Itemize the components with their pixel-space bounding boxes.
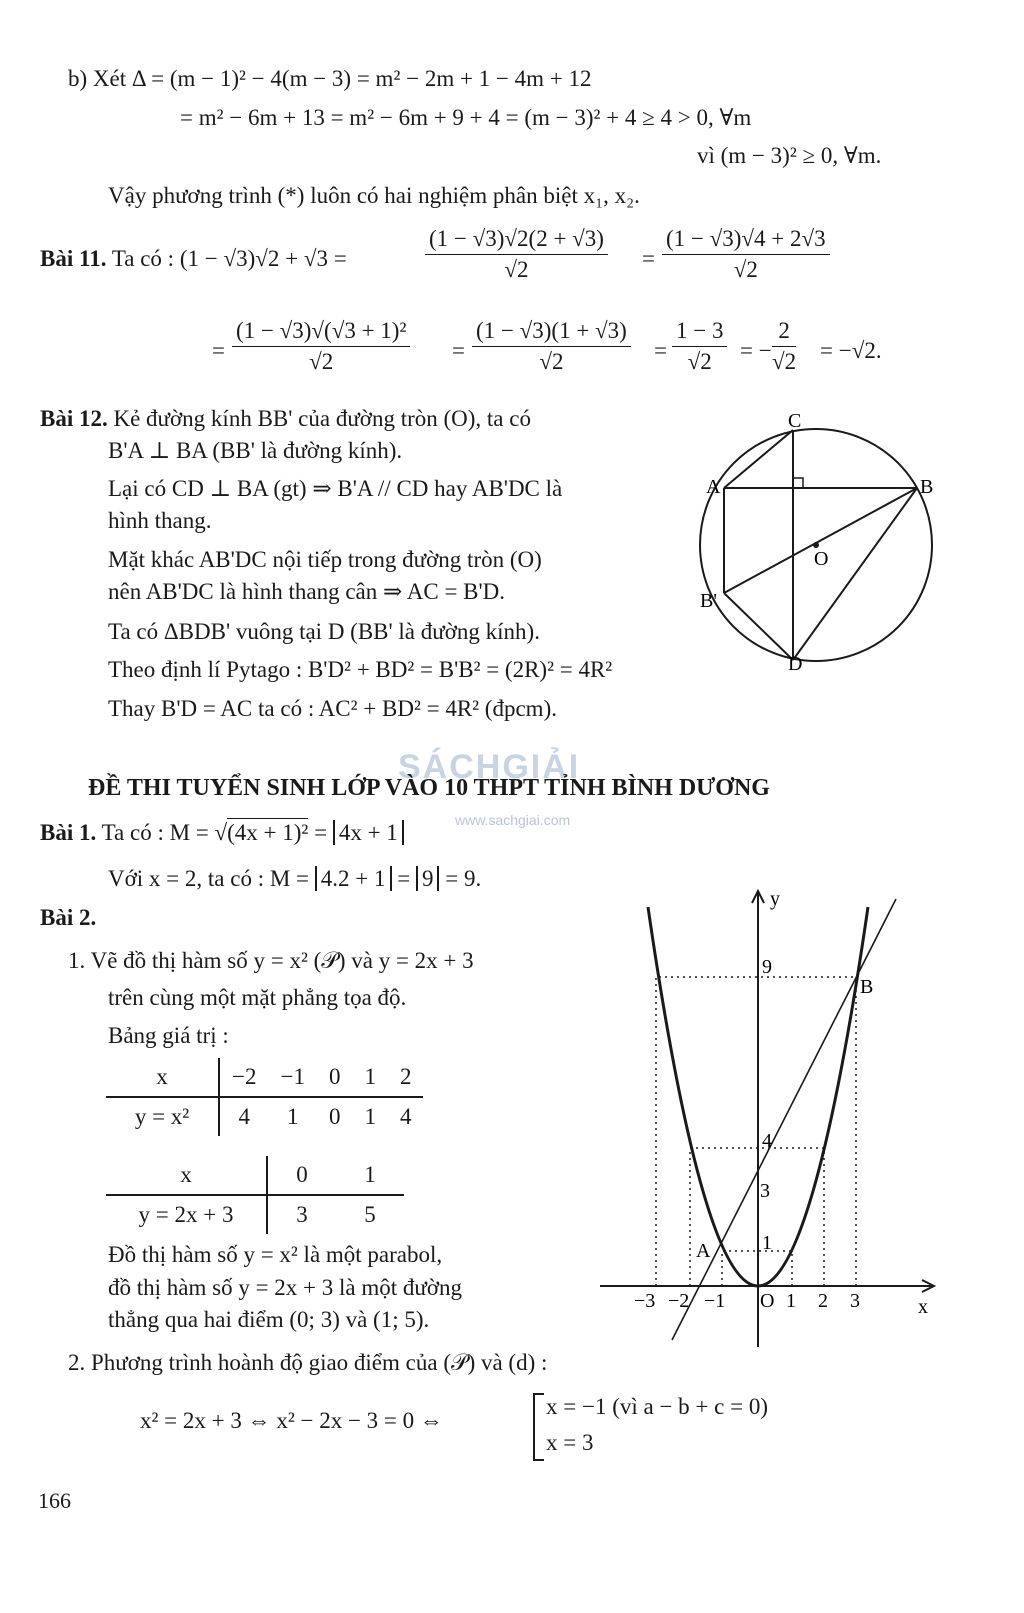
page-number: 166 — [38, 1488, 71, 1513]
bai11-intro: Ta có : (1 − √3)√2 + √3 = — [111, 246, 347, 271]
ytick-1: 1 — [762, 1232, 772, 1254]
bracket — [533, 1393, 544, 1461]
bai2-label: Bài 2. — [40, 905, 97, 930]
bai12-line9: Thay B'D = AC ta có : AC² + BD² = 4R² (đpcm). — [108, 696, 557, 721]
bai12-line5: Mặt khác AB'DC nội tiếp trong đường tròn (O) — [108, 547, 542, 572]
xtick-3: 3 — [850, 1290, 860, 1312]
bai11-result: = −√2. — [820, 338, 882, 363]
point-a-label: A — [696, 1240, 711, 1262]
label-a: A — [706, 476, 721, 498]
ytick-4: 4 — [762, 1130, 772, 1152]
bai2-desc2: đồ thị hàm số y = 2x + 3 là một đường — [108, 1275, 463, 1300]
bai12-line6: nên AB'DC là hình thang cân ⇒ AC = B'D. — [108, 579, 506, 604]
y-axis-label: y — [770, 888, 780, 910]
value-table-parabola: x −2 −1 0 1 2 y = x² 4 1 0 1 4 — [106, 1058, 423, 1136]
bai12-line8: Theo định lí Pytago : B'D² + BD² = B'B² = (2R)² = 4R² — [108, 657, 613, 682]
equals-sign: = — [452, 338, 465, 363]
bai11-fraction-1: $\frac{(1 - √3)√2(2 + √3)}{√2}$ — [425, 226, 608, 283]
bai2-item1-cont: trên cùng một mặt phẳng tọa độ. — [108, 985, 407, 1010]
bai12-line3: Lại có CD ⊥ BA (gt) ⇒ B'A // CD hay AB'DC là — [108, 476, 563, 501]
label-d: D — [788, 653, 803, 675]
watermark-url: www.sachgiai.com — [455, 812, 571, 828]
bai11-fraction-6: $\frac{2}{√2}$ — [772, 318, 797, 374]
bai2-item2: 2. Phương trình hoành độ giao điểm của (𝒫) và (d) : — [68, 1350, 548, 1375]
bai11-label: Bài 11. — [40, 246, 107, 271]
bai11-fraction-2: $\frac{(1 - √3)√4 + 2√3}{√2}$ — [662, 226, 830, 283]
radical: (4x + 1)² — [227, 820, 309, 845]
table-title: Bảng giá trị : — [108, 1023, 229, 1048]
part-b-conclusion: Vậy phương trình (*) luôn có hai nghiệm phân biệt x₁, x₂. — [108, 183, 640, 208]
point-b-label: B — [860, 976, 874, 998]
equals-sign: = — [642, 246, 655, 271]
segment-ac — [724, 430, 793, 488]
bai1-line2: Với x = 2, ta có : M = 4.2 + 1 = 9 = 9. — [108, 866, 482, 891]
ytick-9: 9 — [762, 956, 772, 978]
parabola-line-graph — [600, 885, 950, 1355]
equation-case1: x = −1 (vì a − b + c = 0) — [546, 1394, 768, 1419]
bai2-desc1: Đồ thị hàm số y = x² là một parabol, — [108, 1242, 443, 1267]
xtick-neg1: −1 — [704, 1290, 726, 1312]
line-d — [672, 899, 896, 1340]
bai11-fraction-5: $\frac{1 - 3}{√2}$ — [672, 318, 727, 375]
value-table-line: x 0 1 y = 2x + 3 3 5 — [106, 1156, 404, 1234]
label-o: O — [814, 548, 829, 570]
part-b-line2: = m² − 6m + 13 = m² − 6m + 9 + 4 = (m − 3)² + 4 ≥ 4 > 0, ∀m — [180, 105, 752, 130]
diameter-bbp — [724, 488, 917, 593]
equals-sign: = — [212, 338, 225, 363]
bai12-line7: Ta có ΔBDB' vuông tại D (BB' là đường kính). — [108, 619, 540, 644]
segment-bd — [793, 488, 917, 660]
bai11-fraction-4: $\frac{(1 - √3)(1 + √3)}{√2}$ — [472, 318, 631, 375]
circle-diagram — [690, 405, 950, 685]
part-b-line3: vì (m − 3)² ≥ 0, ∀m. — [697, 143, 882, 168]
absolute-value: 4x + 1 — [333, 820, 404, 845]
equation-case2: x = 3 — [546, 1430, 594, 1455]
label-c: C — [788, 410, 802, 432]
ytick-3: 3 — [760, 1180, 770, 1202]
equation-left: x² = 2x + 3 ⇔ x² − 2x − 3 = 0 ⇔ — [140, 1408, 443, 1433]
bai11-heading — [40, 244, 347, 274]
equals-sign: = — [654, 338, 667, 363]
xtick-1: 1 — [786, 1290, 796, 1312]
origin-label: O — [760, 1290, 775, 1312]
bai12-line2: B'A ⊥ BA (BB' là đường kính). — [108, 438, 403, 463]
part-b-line1: b) Xét Δ = (m − 1)² − 4(m − 3) = m² − 2m + 1 − 4m + 12 — [68, 66, 592, 91]
guide-lines — [656, 977, 856, 1286]
bai11-fraction-3: $\frac{\text{(1 − √3)√(√3 + 1)²}}{√2}$ — [232, 318, 410, 375]
x-axis-label: x — [918, 1296, 928, 1318]
label-b: B — [920, 476, 934, 498]
bai12-line1: Bài 12. Kẻ đường kính BB' của đường tròn (O), ta có — [40, 406, 531, 431]
label-bp: B' — [700, 590, 717, 612]
bai12-line4: hình thang. — [108, 508, 212, 533]
bai12-label: Bài 12. — [40, 406, 108, 431]
xtick-2: 2 — [818, 1290, 828, 1312]
watermark-logo: SÁCHGIẢI — [398, 748, 581, 786]
bai1-line1: Bài 1. Ta có : M = √(4x + 1)² = 4x + 1 — [40, 818, 404, 848]
exam-title: ĐỀ THI TUYỂN SINH LỚP VÀO 10 THPT TỈNH BÌNH DƯƠNG — [88, 775, 770, 801]
bai2-item1: 1. Vẽ đồ thị hàm số y = x² (𝒫) và y = 2x + 3 — [68, 948, 474, 973]
right-angle-mark — [793, 478, 803, 488]
xtick-neg2: −2 — [668, 1290, 690, 1312]
xtick-neg3: −3 — [634, 1290, 656, 1312]
bai2-desc3: thẳng qua hai điểm (0; 3) và (1; 5). — [108, 1307, 430, 1332]
bai1-label: Bài 1. — [40, 820, 97, 845]
equals-minus-sign: = − — [740, 338, 772, 363]
